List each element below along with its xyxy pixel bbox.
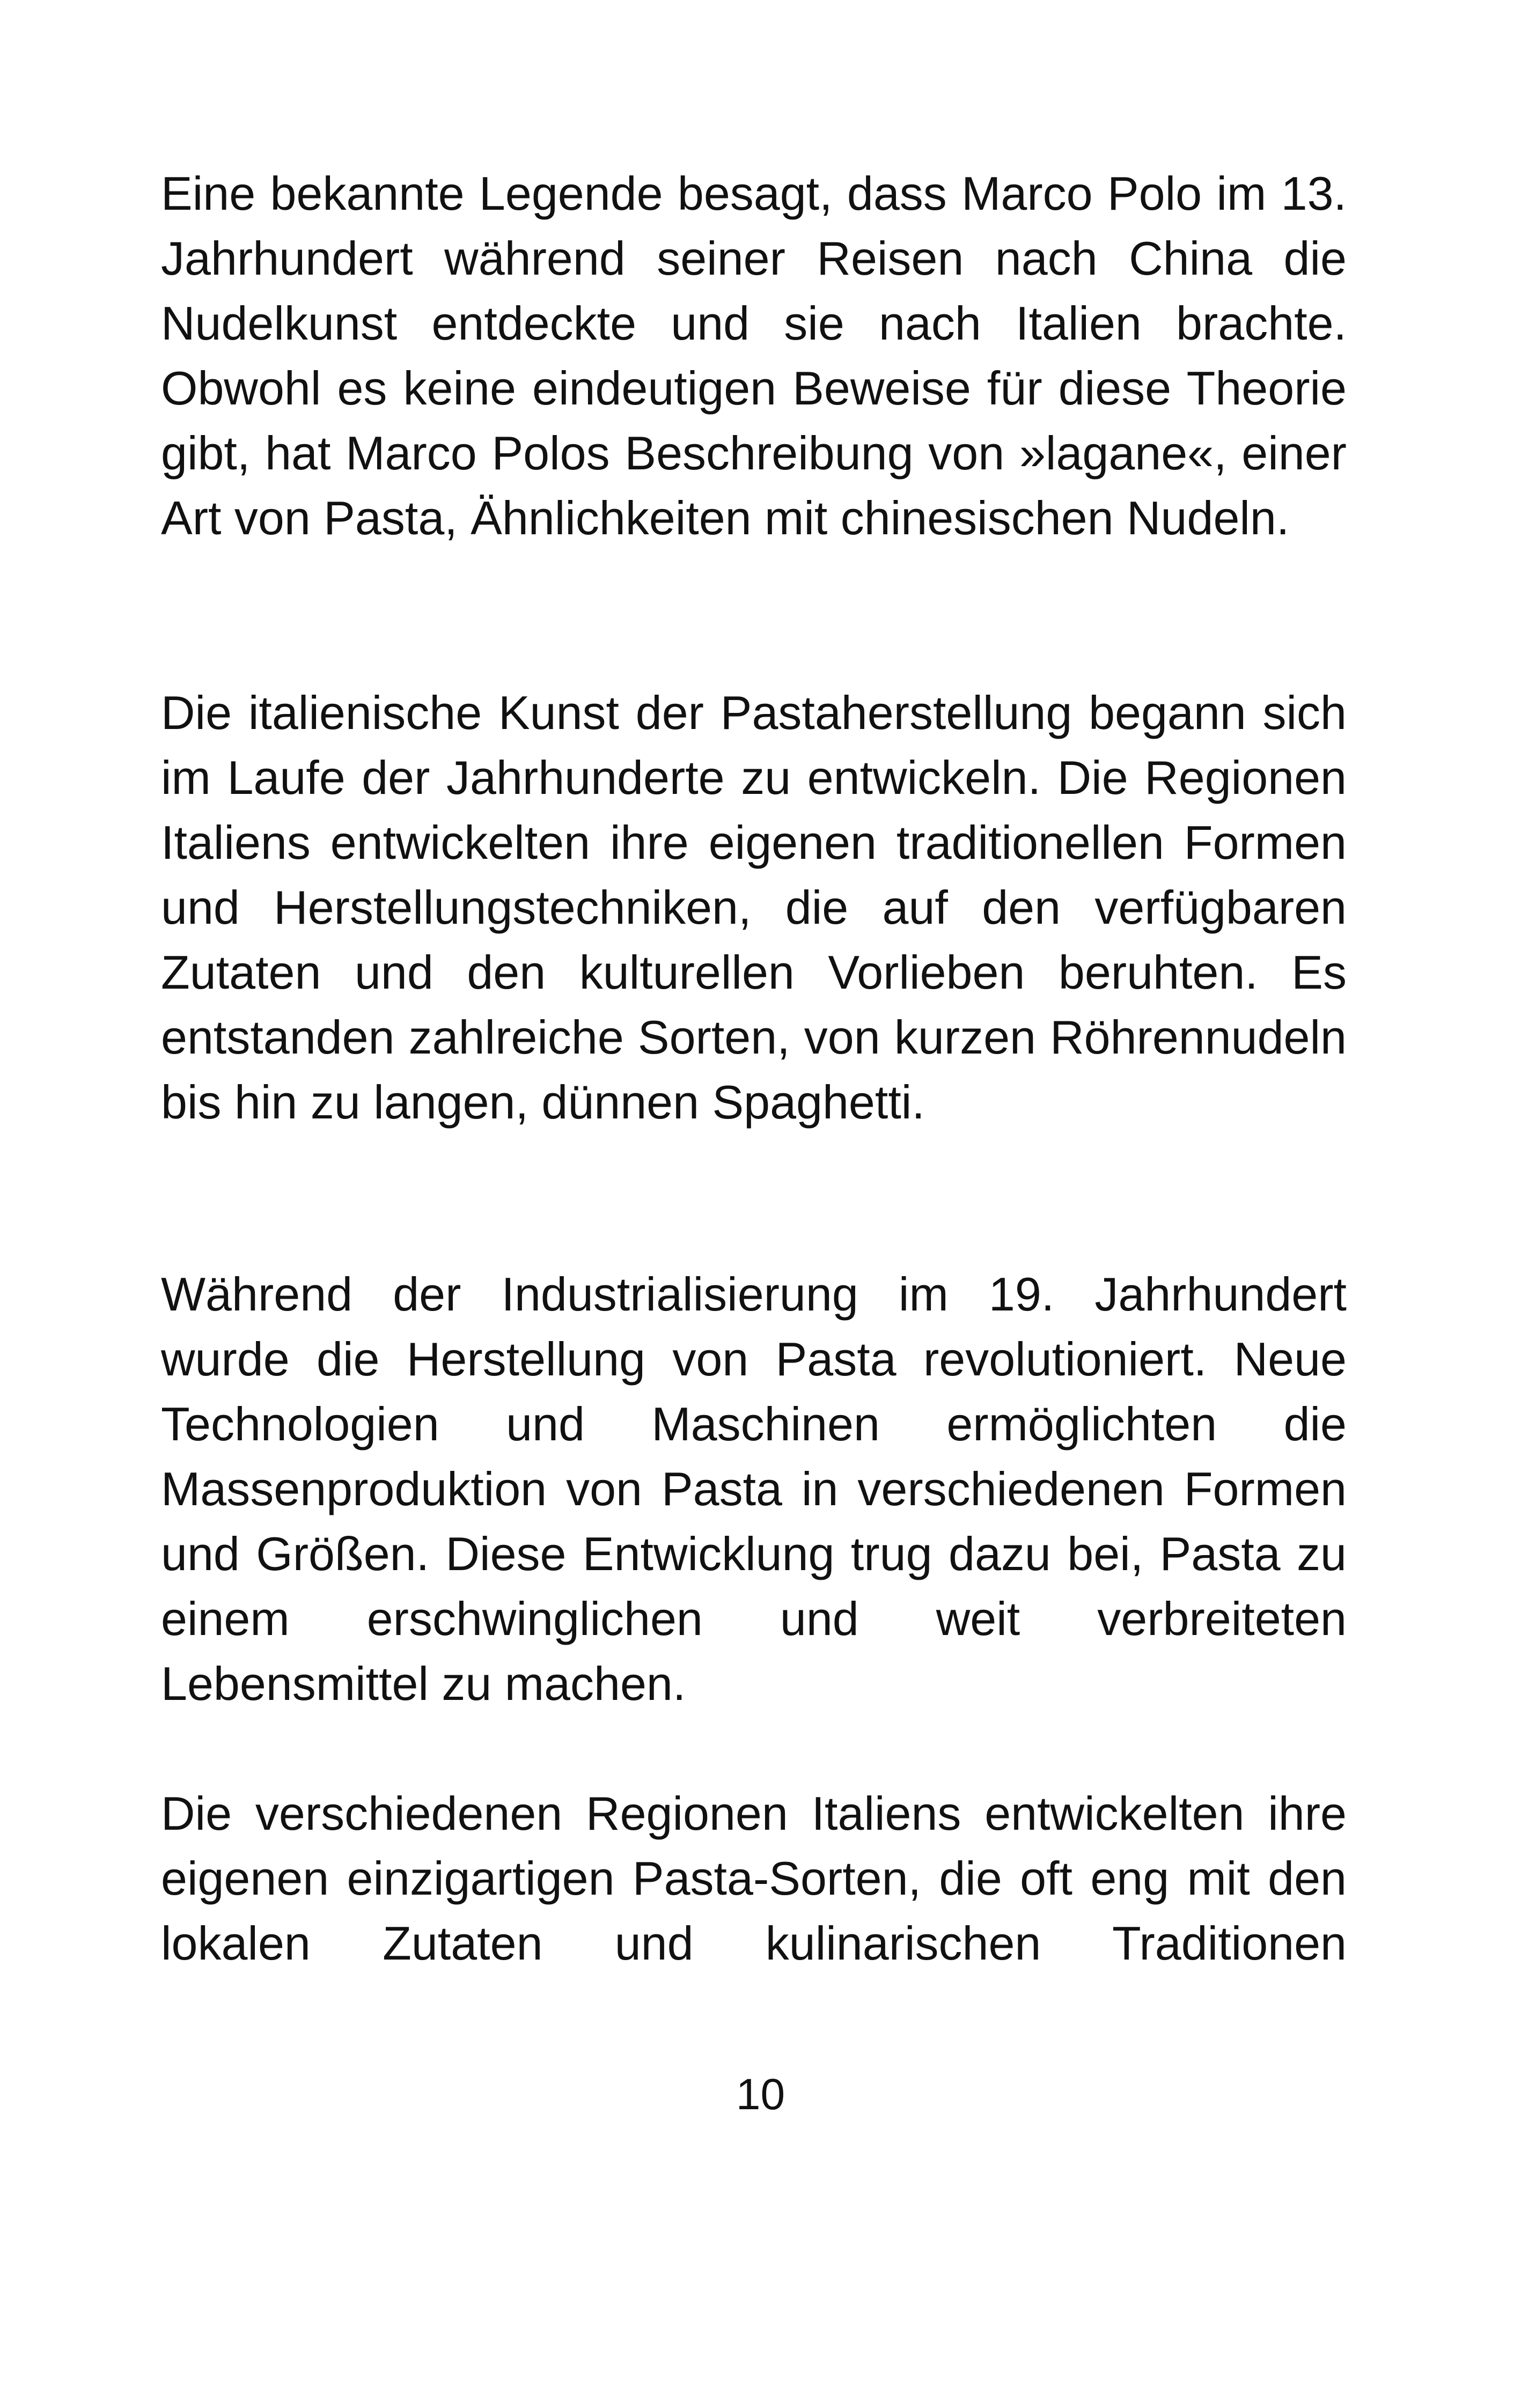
- paragraph-industrialization: Während der Industrialisierung im 19. Jahrhundert wurde die Herstellung von Pasta revolutioniert. Neue Technologien und Maschinen ermöglichten die Massenproduktion von Pasta in verschiedenen Formen und Größen. Diese Entwicklung trug dazu bei, Pasta zu einem erschwinglichen und weit verbreiteten Lebensmittel zu machen.: [161, 1268, 1347, 1710]
- paragraph-regional-varieties: Die verschiedenen Regionen Italiens entwickelten ihre eigenen einzigartigen Pasta-Sorten, die oft eng mit den lokalen Zutaten und kulinarischen Traditionen: [161, 1787, 1347, 1970]
- paragraph-marco-polo: Eine bekannte Legende besagt, dass Marco Polo im 13. Jahrhundert während seiner Reisen nach China die Nudelkunst entdeckte und sie nach Italien brachte. Obwohl es keine eindeutigen Beweise für diese Theorie gibt, hat Marco Polos Beschreibung von »lagane«, einer Art von Pasta, Ähnlichkeiten mit chinesischen Nudeln.: [161, 167, 1347, 544]
- page-number: 10: [736, 2070, 785, 2119]
- paragraph-pasta-development: Die italienische Kunst der Pastaherstellung begann sich im Laufe der Jahrhunderte zu entwickeln. Die Regionen Italiens entwickelten ihre eigenen traditionellen Formen und Herstellungstechniken, die auf den verfügbaren Zutaten und den kulturellen Vorlieben beruhten. Es entstanden zahlreiche Sorten, von kurzen Röhrennudeln bis hin zu langen, dünnen Spaghetti.: [161, 686, 1347, 1129]
